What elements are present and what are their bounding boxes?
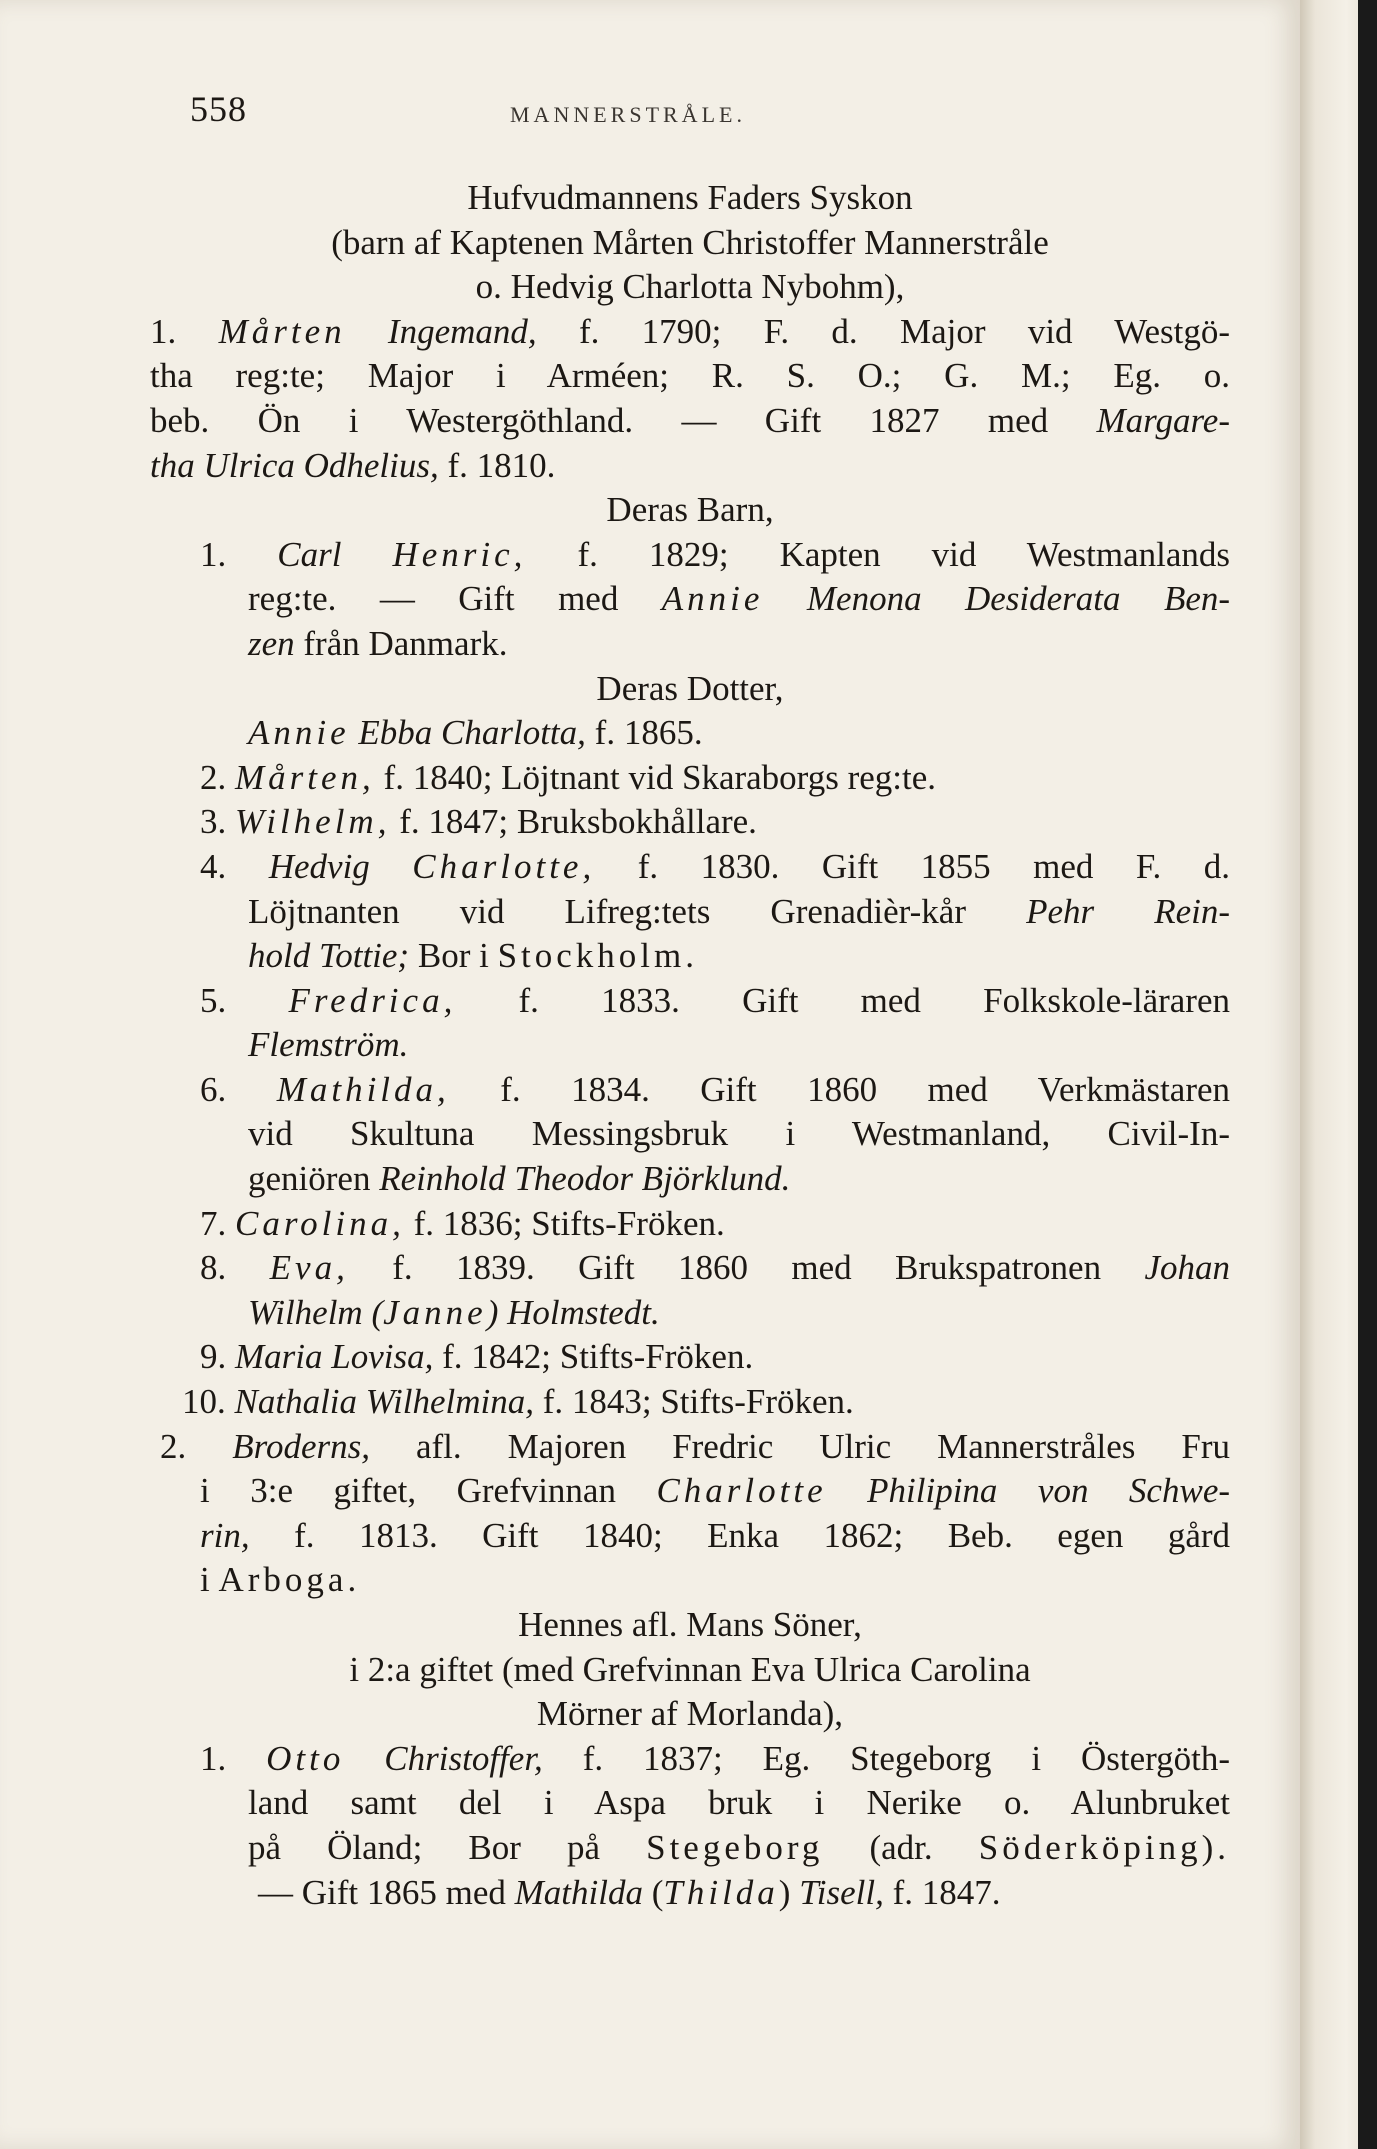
scan-border: [1358, 0, 1377, 2149]
text-span: vid Skultuna Messingsbruk i Westmanland, Civil-In-: [248, 1114, 1230, 1154]
entry-number: 3.: [200, 802, 227, 842]
text-span: i 3:e giftet, Grefvinnan: [200, 1471, 616, 1511]
subsection-heading: Deras Barn,: [606, 490, 774, 530]
text-span: ): [778, 1872, 791, 1912]
text-span: f. 1865.: [594, 713, 703, 753]
text-line: [150, 265, 1230, 310]
text-line: [150, 1202, 1230, 1247]
text-line: [150, 1737, 1230, 1782]
text-span: f. 1843; Stifts-Fröken.: [542, 1382, 854, 1422]
text-line: [150, 890, 1230, 935]
text-span: f. 1837; Eg. Stegeborg i Östergöth-: [582, 1738, 1231, 1778]
text-line: [150, 488, 1230, 533]
text-line: [150, 1514, 1230, 1559]
place-name: Söderköping).: [978, 1827, 1231, 1867]
text-line: [150, 667, 1230, 712]
text-span: f. 1842; Stifts-Fröken.: [442, 1337, 754, 1377]
text-span: geniören: [248, 1159, 371, 1199]
entry-number: 1.: [200, 534, 227, 574]
subsection-heading: Hennes afl. Mans Söner,: [518, 1605, 862, 1644]
person-name: Johan: [1144, 1248, 1231, 1288]
text-line: [150, 354, 1230, 399]
text-line: [150, 1558, 1230, 1603]
text-span: o. Hedvig Charlotta Nybohm),: [475, 267, 905, 307]
person-name: Flemström.: [248, 1025, 409, 1065]
person-name: Wilhelm (: [248, 1292, 384, 1332]
place-name: Stegeborg: [646, 1827, 824, 1867]
text-line: [150, 1112, 1230, 1157]
text-span: f. 1813. Gift 1840; Enka 1862; Beb. egen gård: [294, 1515, 1231, 1555]
person-name: Ingemand,: [387, 311, 537, 351]
person-name: Janne: [383, 1292, 487, 1332]
text-line: [150, 979, 1230, 1024]
text-span: land samt del i Aspa bruk i Nerike o. Alunbruket: [248, 1783, 1230, 1823]
text-line: [150, 1425, 1230, 1470]
adjacent-page-edge: [1300, 0, 1377, 2149]
person-name: zen: [248, 623, 295, 663]
text-line: [150, 1781, 1230, 1826]
entry-number: 5.: [200, 980, 227, 1020]
person-name: Charlotte: [656, 1471, 827, 1511]
entry-number: 1.: [150, 311, 177, 351]
text-line: [150, 1023, 1230, 1068]
entry-number: 10.: [182, 1382, 226, 1422]
text-line: [150, 1246, 1230, 1291]
text-line: [150, 756, 1230, 801]
person-name: Wilhelm,: [235, 802, 391, 842]
entry-number: 2.: [160, 1426, 187, 1466]
section-heading: Hufvudmannens Faders Syskon: [467, 178, 913, 217]
text-line: [150, 1603, 1230, 1648]
text-line: [150, 934, 1230, 979]
text-line: [150, 1871, 1230, 1916]
person-name: Eva,: [269, 1248, 349, 1288]
text-line: [150, 1692, 1230, 1737]
entry-number: 8.: [200, 1248, 227, 1288]
person-name: Christoffer,: [384, 1738, 543, 1778]
text-span: tha reg:te; Major i Arméen; R. S. O.; G. M.; Eg. o.: [150, 356, 1230, 396]
person-name: hold Tottie;: [248, 936, 410, 976]
text-line: [150, 1068, 1230, 1113]
body-text: [150, 176, 1230, 1915]
person-name: Henric,: [392, 534, 527, 574]
text-span: f. 1833. Gift med Folkskole-läraren: [518, 980, 1230, 1020]
text-span: f. 1810.: [447, 445, 556, 485]
entry-number: 7.: [200, 1203, 227, 1243]
entry-number: 9.: [200, 1337, 227, 1377]
page-header: [190, 88, 1220, 138]
text-span: i: [200, 1560, 210, 1600]
text-span: Löjtnanten vid Lifreg:tets Grenadièr-kår: [248, 891, 966, 931]
person-name: Pehr Rein-: [1026, 891, 1231, 931]
text-line: [150, 176, 1230, 221]
person-name: Hedvig: [268, 846, 370, 886]
text-line: [150, 577, 1230, 622]
place-name: Arboga.: [218, 1560, 361, 1600]
person-name: Mårten,: [235, 757, 375, 797]
person-name: Maria Lovisa,: [235, 1337, 434, 1377]
text-span: f. 1836; Stifts-Fröken.: [413, 1203, 725, 1243]
page-number: 558: [190, 89, 247, 129]
person-name: ) Holmstedt.: [486, 1292, 660, 1332]
person-name: Charlotte,: [412, 846, 596, 886]
text-line: [150, 622, 1230, 667]
text-span: f. 1834. Gift 1860 med Verkmästaren: [500, 1069, 1231, 1109]
text-span: beb. Ön i Westergöthland. — Gift 1827 med: [150, 400, 1049, 440]
text-span: f. 1829; Kapten vid Westmanlands: [577, 534, 1231, 574]
text-span: Bor i: [417, 936, 489, 976]
place-name: Stockholm.: [497, 936, 699, 976]
text-span: f. 1839. Gift 1860 med Brukspatronen: [392, 1248, 1102, 1288]
text-line: [150, 1648, 1230, 1693]
text-span: f. 1847; Bruksbokhållare.: [399, 802, 757, 842]
entry-number: 4.: [200, 846, 227, 886]
person-name: Tisell,: [799, 1872, 884, 1912]
person-name: Mårten: [218, 311, 346, 351]
person-name: Mathilda,: [276, 1069, 450, 1109]
entry-number: 2.: [200, 757, 227, 797]
text-line: [150, 1157, 1230, 1202]
text-line: [150, 444, 1230, 489]
person-name: Reinhold Theodor Björklund.: [379, 1159, 791, 1199]
person-name: Otto: [266, 1738, 345, 1778]
person-name: rin,: [200, 1515, 250, 1555]
person-name: Mathilda: [514, 1872, 643, 1912]
person-name: Ebba Charlotta,: [358, 713, 586, 753]
text-line: [150, 533, 1230, 578]
text-line: [150, 399, 1230, 444]
person-name: Carl: [277, 534, 342, 574]
entry-number: 6.: [200, 1069, 227, 1109]
subsection-heading: Deras Dotter,: [596, 668, 784, 708]
text-span: (adr.: [869, 1827, 933, 1867]
person-name: Carolina,: [235, 1203, 405, 1243]
text-span: på Öland; Bor på: [248, 1827, 601, 1867]
text-line: [150, 310, 1230, 355]
text-span: reg:te. — Gift med: [248, 579, 619, 619]
text-line: [150, 1826, 1230, 1871]
text-span: f. 1840; Löjtnant vid Skaraborgs reg:te.: [383, 757, 936, 797]
person-name: Philipina von Schwe-: [867, 1471, 1231, 1511]
text-span: i 2:a giftet (med Grefvinnan Eva Ulrica Carolina: [349, 1649, 1031, 1689]
person-name: Nathalia Wilhelmina,: [234, 1382, 534, 1422]
text-span: afl. Majoren Fredric Ulric Mannerstråles Fru: [415, 1426, 1231, 1466]
text-span: från Danmark.: [303, 623, 508, 663]
text-line: [150, 221, 1230, 266]
text-span: (: [651, 1872, 664, 1912]
text-span: f. 1790; F. d. Major vid Westgö-: [578, 311, 1231, 351]
person-name: Margare-: [1096, 400, 1230, 440]
text-span: Mörner af Morlanda),: [536, 1694, 844, 1734]
text-line: [150, 1291, 1230, 1336]
text-span: f. 1830. Gift 1855 med F. d.: [637, 846, 1231, 886]
person-name: Menona Desiderata Ben-: [806, 579, 1231, 619]
text-line: [150, 1335, 1230, 1380]
person-name: tha Ulrica Odhelius,: [150, 445, 439, 485]
text-span: (barn af Kaptenen Mårten Christoffer Mannerstråle: [331, 222, 1049, 262]
text-line: [150, 800, 1230, 845]
text-line: [150, 711, 1230, 756]
person-name: Annie: [661, 579, 764, 619]
entry-number: 1.: [200, 1738, 227, 1778]
person-name: Fredrica,: [288, 980, 457, 1020]
text-line: [150, 1380, 1230, 1425]
person-name: Annie: [248, 713, 350, 753]
person-name: Broderns,: [232, 1426, 370, 1466]
text-line: [150, 1469, 1230, 1514]
text-line: [150, 845, 1230, 890]
text-span: f. 1847.: [892, 1872, 1001, 1912]
person-name: Thilda: [663, 1872, 779, 1912]
running-head: MANNERSTRÅLE.: [510, 102, 746, 127]
text-span: — Gift 1865 med: [258, 1872, 506, 1912]
